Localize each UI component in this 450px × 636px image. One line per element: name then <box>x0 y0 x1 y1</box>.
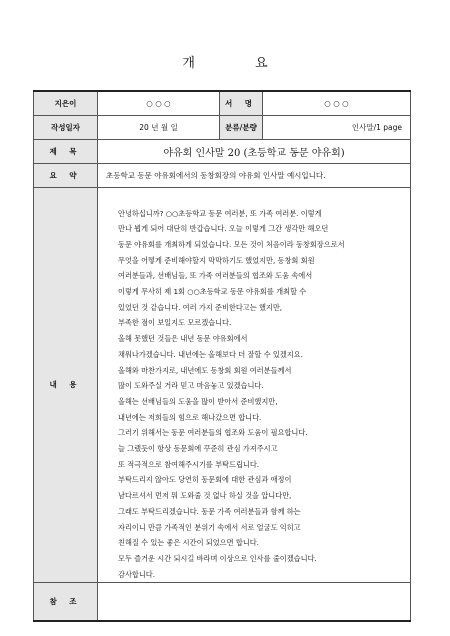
content-line: 무엇을 어떻게 준비해야할지 막막하기도 했었지만, 동창회 회원 <box>118 255 315 265</box>
reference-label: 참 조 <box>34 583 98 621</box>
content-line: 감사합니다. <box>118 569 156 579</box>
content-line: 이렇게 무사히 제 1회 ○○초등학교 동문 야유회를 개최할 수 <box>118 287 307 297</box>
content-body <box>98 187 411 583</box>
content-line: 내년에는 저희들의 힘으로 해나갔으면 합니다. <box>118 412 262 422</box>
content-line: 동문 야유회를 개최하게 되었습니다. 모든 것이 처음이라 동창회장으로서 <box>118 239 345 249</box>
page-title: 개 요 <box>182 56 296 71</box>
reference-value <box>98 583 411 621</box>
content-line: 여러분들과, 선배님들, 또 가족 여러분들의 협조와 도움 속에서 <box>118 271 313 281</box>
content-line: 부족한 점이 보일지도 모르겠습니다. <box>118 318 232 328</box>
content-line: 있었던 것 같습니다. 여러 가지 준비한다고는 했지만, <box>118 302 283 312</box>
content-line: 안녕하십니까? ○○초등학교 동문 여러분, 또 가족 여러분. 이렇게 <box>118 208 322 218</box>
content-text <box>118 206 410 583</box>
content-line: 그래도 부탁드리겠습니다. 동문 가족 여러분들과 함께 하는 <box>118 506 301 516</box>
content-line: 올해와 마찬가지로, 내년에도 동창회 회원 여러분들께서 <box>118 365 292 375</box>
category-label: 분류/분량 <box>220 115 263 139</box>
summary-form-table <box>33 90 411 622</box>
content-line: 올해 못했던 것들은 내년 동문 야유회에서 <box>118 334 248 344</box>
signature-label: 서 명 <box>220 91 263 115</box>
content-line: 그러기 위해서는 동문 여러분들의 협조와 도움이 필요합니다. <box>118 428 308 438</box>
summary-value: 초등학교 동문 야유회에서의 동창회장의 야유회 인사말 예시입니다. <box>98 163 411 187</box>
subject-value: 야유회 인사말 20 (초등학교 동문 야유회) <box>98 139 411 163</box>
content-line: 만나 뵙게 되어 대단히 반갑습니다. 오늘 이렇게 그간 생각만 해오던 <box>118 224 329 234</box>
content-line: 또 적극적으로 참여해주시기를 부탁드립니다. <box>118 459 260 469</box>
content-line: 부탁드리지 않아도 당연히 동문회에 대한 관심과 애정이 <box>118 475 292 485</box>
content-line: 모두 즐거운 시간 되시길 바라며 이상으로 인사를 줄이겠습니다. <box>118 553 317 563</box>
content-line: 많이 도와주실 거라 믿고 마음놓고 있겠습니다. <box>118 381 264 391</box>
category-value: 인사말/1 page <box>263 115 411 139</box>
content-line: 올해는 선배님들의 도움을 많이 받아서 준비했지만, <box>118 396 278 406</box>
content-line: 친해질 수 있는 좋은 시간이 되었으면 합니다. <box>118 538 259 548</box>
content-line: 채워나가겠습니다. 내년에는 올해보다 더 잘할 수 있겠지요. <box>118 349 303 359</box>
author-value: ○ ○ ○ <box>98 91 220 115</box>
signature-value: ○ ○ ○ <box>263 91 411 115</box>
summary-label: 요 약 <box>34 163 98 187</box>
content-line: 늘 그랬듯이 항상 동문회에 꾸준히 관심 가져주시고 <box>118 444 278 454</box>
subject-label: 제 목 <box>34 139 98 163</box>
date-label: 작성일자 <box>34 115 98 139</box>
date-value: 20 년 월 일 <box>98 115 220 139</box>
content-line: 자리이니 만큼 가족적인 분위기 속에서 서로 얼굴도 익히고 <box>118 522 301 532</box>
author-label: 지은이 <box>34 91 98 115</box>
content-line: 남다르셔서 먼저 뭐 도와줄 것 없나 하실 것을 압니다만, <box>118 491 292 501</box>
content-label: 내 용 <box>34 187 98 583</box>
